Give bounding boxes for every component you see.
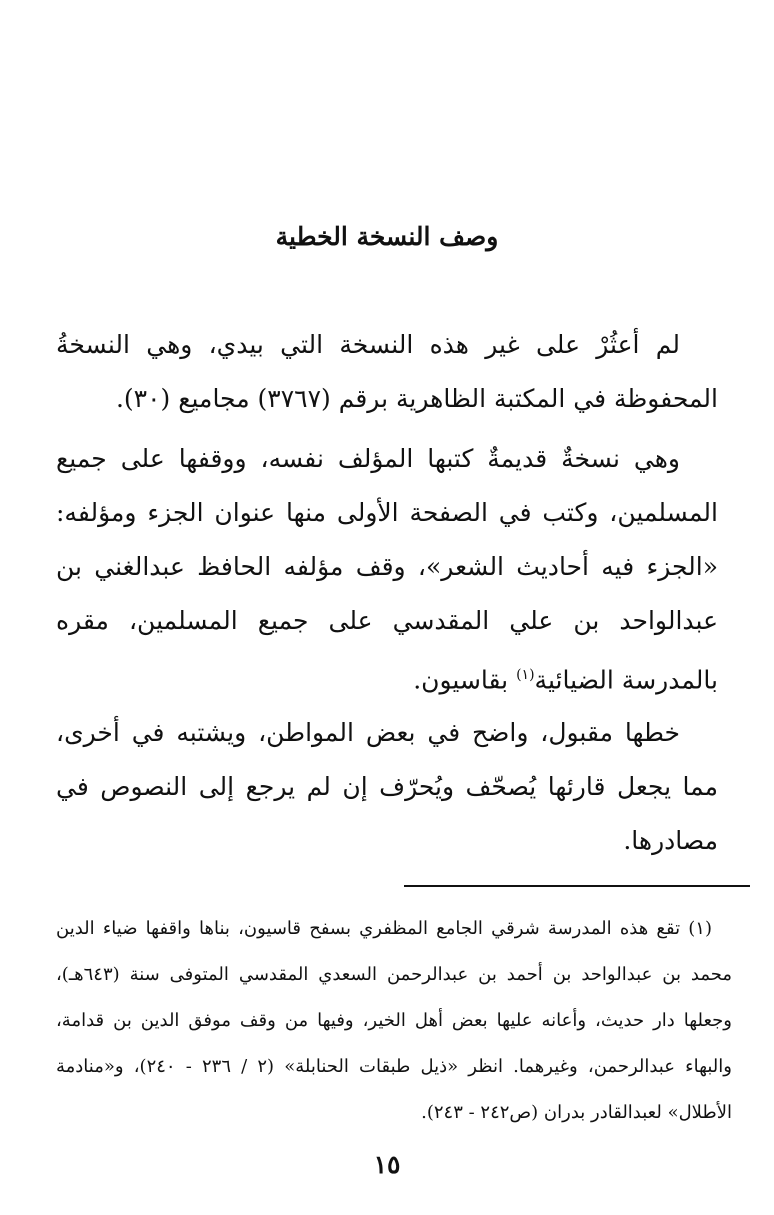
paragraph-2-tail: بقاسيون. xyxy=(413,665,517,695)
paragraph-2 xyxy=(56,432,718,707)
footnote-reference: (١) xyxy=(516,667,535,683)
page-number: ١٥ xyxy=(373,1150,401,1179)
paragraph-3: خطها مقبول، واضح في بعض المواطن، ويشتبه في أخرى، مما يجعل قارئها يُصحّف ويُحرّف إن لم يرجع إلى النصوص في مصادرها. xyxy=(56,718,718,855)
page-title: وصف النسخة الخطية xyxy=(275,222,499,251)
paragraph-1: لم أعثُرْ على غير هذه النسخة التي بيدي، وهي النسخةُ المحفوظة في المكتبة الظاهرية برقم (٣٧٦٧) مجاميع (٣٠). xyxy=(56,330,718,413)
footnote-divider xyxy=(404,885,750,887)
paragraph-2-text: وهي نسخةٌ قديمةٌ كتبها المؤلف نفسه، ووقفها على جميع المسلمين، وكتب في الصفحة الأولى منها عنوان الجزء ومؤلفه: «الجزء فيه أحاديث الشعر»، وقف مؤلفه الحافظ عبدالغني بن عبدالواحد بن علي المقدسي على جميع المسلمين، مقره بالمدرسة الضيائية xyxy=(56,444,718,695)
footnote: (١) تقع هذه المدرسة شرقي الجامع المظفري بسفح قاسيون، بناها واقفها ضياء الدين محمد بن عبدالواحد بن أحمد بن عبدالرحمن السعدي المقدسي المتوفى سنة (٦٤٣هـ)، وجعلها دار حديث، وأعانه عليها بعض أهل الخير، وفيها من وقف موفق الدين بن قدامة، والبهاء عبدالرحمن، وغيرهما. انظر «ذيل طبقات الحنابلة» (٢ / ٢٣٦ - ٢٤٠)، و«منادمة الأطلال» لعبدالقادر بدران (ص٢٤٢ - ٢٤٣). xyxy=(56,918,732,1123)
